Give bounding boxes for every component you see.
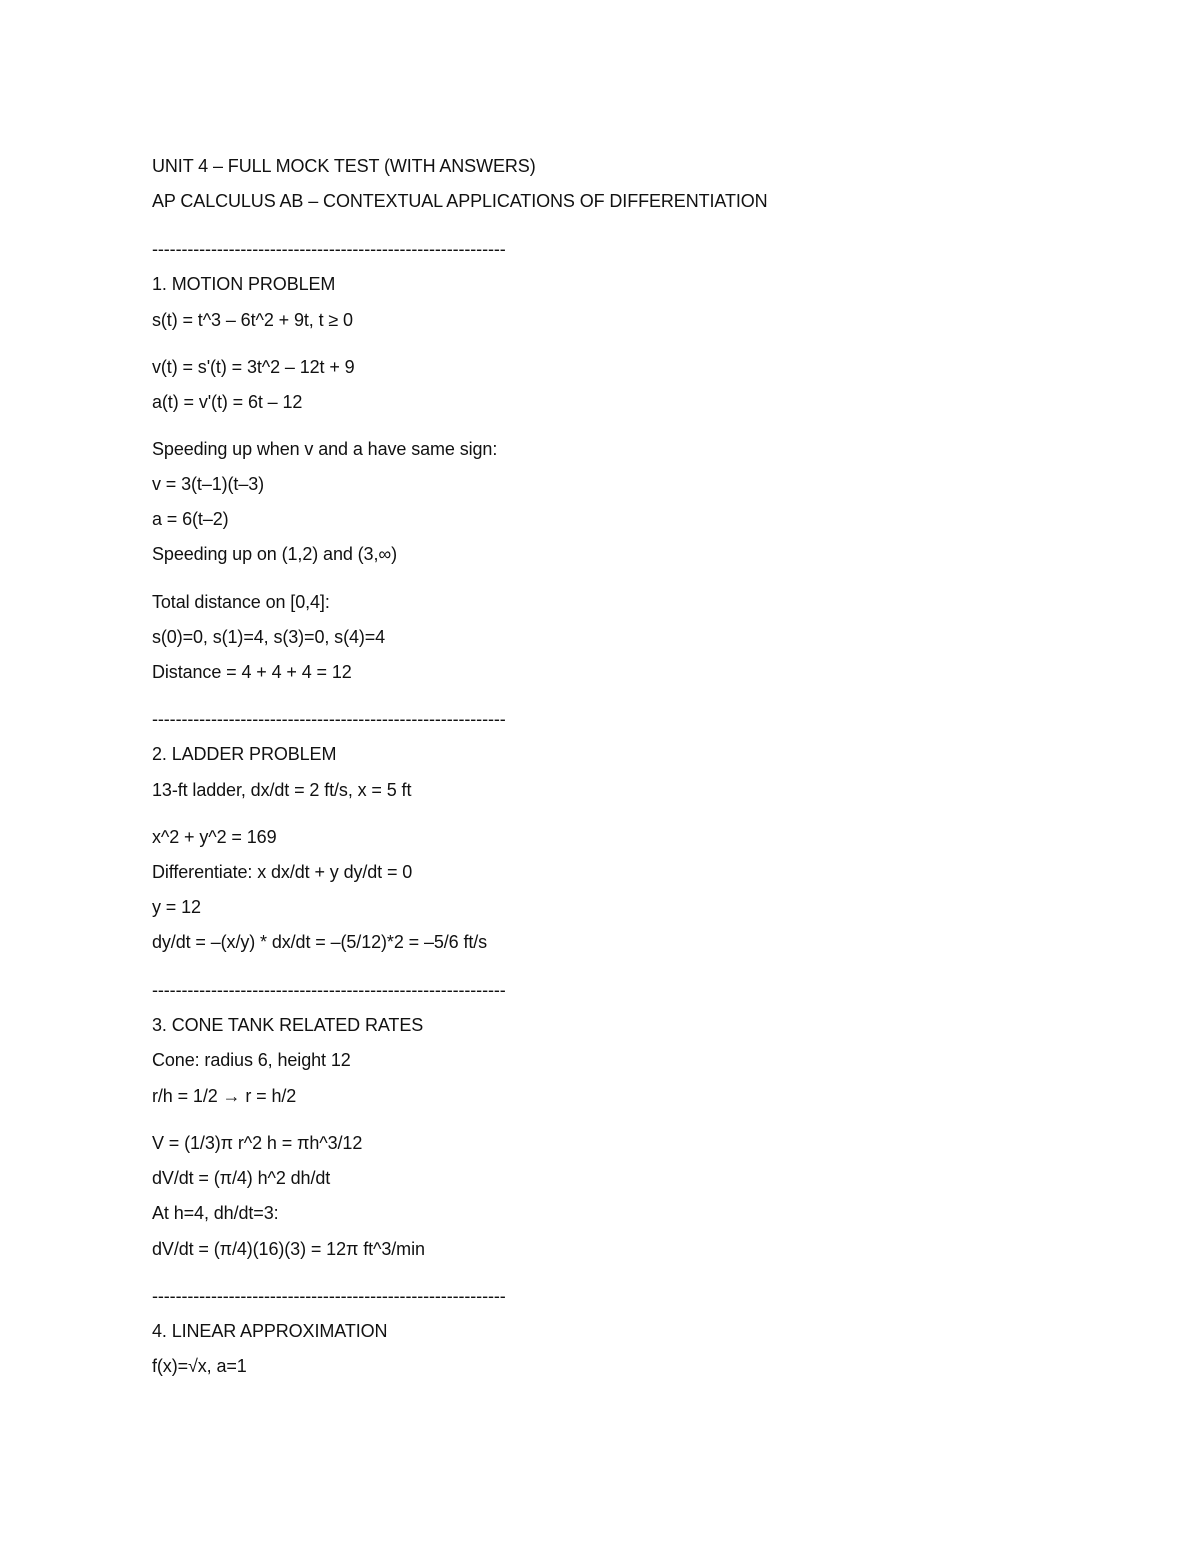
cone-line: At h=4, dh/dt=3: [152, 1203, 279, 1223]
cone-line: V = (1/3)π r^2 h = πh^3/12 [152, 1133, 363, 1153]
ladder-line: y = 12 [152, 897, 201, 917]
document-subtitle: AP CALCULUS AB – CONTEXTUAL APPLICATIONS OF DIFFERENTIATION [152, 191, 768, 211]
linear-approx-line: f(x)=√x, a=1 [152, 1356, 247, 1376]
ladder-line: 13-ft ladder, dx/dt = 2 ft/s, x = 5 ft [152, 780, 412, 800]
section-divider: ------------------------------------------------------------ [152, 239, 506, 259]
motion-line: Speeding up on (1,2) and (3,∞) [152, 544, 397, 564]
cone-line: Cone: radius 6, height 12 [152, 1050, 351, 1070]
cone-line: r/h = 1/2 → r = h/2 [152, 1086, 297, 1106]
motion-line: s(0)=0, s(1)=4, s(3)=0, s(4)=4 [152, 627, 386, 647]
section-heading-motion: 1. MOTION PROBLEM [152, 274, 336, 294]
ladder-line: Differentiate: x dx/dt + y dy/dt = 0 [152, 862, 413, 882]
motion-line: s(t) = t^3 – 6t^2 + 9t, t ≥ 0 [152, 310, 353, 330]
motion-line: Total distance on [0,4]: [152, 592, 330, 612]
section-heading-linear-approx: 4. LINEAR APPROXIMATION [152, 1321, 388, 1341]
motion-line: Distance = 4 + 4 + 4 = 12 [152, 662, 352, 682]
motion-line: v = 3(t–1)(t–3) [152, 474, 265, 494]
section-divider: ------------------------------------------------------------ [152, 980, 506, 1000]
motion-line: a(t) = v'(t) = 6t – 12 [152, 392, 303, 412]
motion-line: a = 6(t–2) [152, 509, 229, 529]
motion-line: Speeding up when v and a have same sign: [152, 439, 498, 459]
motion-line: v(t) = s'(t) = 3t^2 – 12t + 9 [152, 357, 355, 377]
ladder-line: dy/dt = –(x/y) * dx/dt = –(5/12)*2 = –5/6 ft/s [152, 932, 488, 952]
ladder-line: x^2 + y^2 = 169 [152, 827, 277, 847]
section-divider: ------------------------------------------------------------ [152, 1286, 506, 1306]
section-heading-ladder: 2. LADDER PROBLEM [152, 744, 337, 764]
cone-line: dV/dt = (π/4)(16)(3) = 12π ft^3/min [152, 1239, 425, 1259]
section-heading-cone: 3. CONE TANK RELATED RATES [152, 1015, 424, 1035]
cone-line: dV/dt = (π/4) h^2 dh/dt [152, 1168, 331, 1188]
document-title: UNIT 4 – FULL MOCK TEST (WITH ANSWERS) [152, 156, 536, 176]
section-divider: ------------------------------------------------------------ [152, 709, 506, 729]
